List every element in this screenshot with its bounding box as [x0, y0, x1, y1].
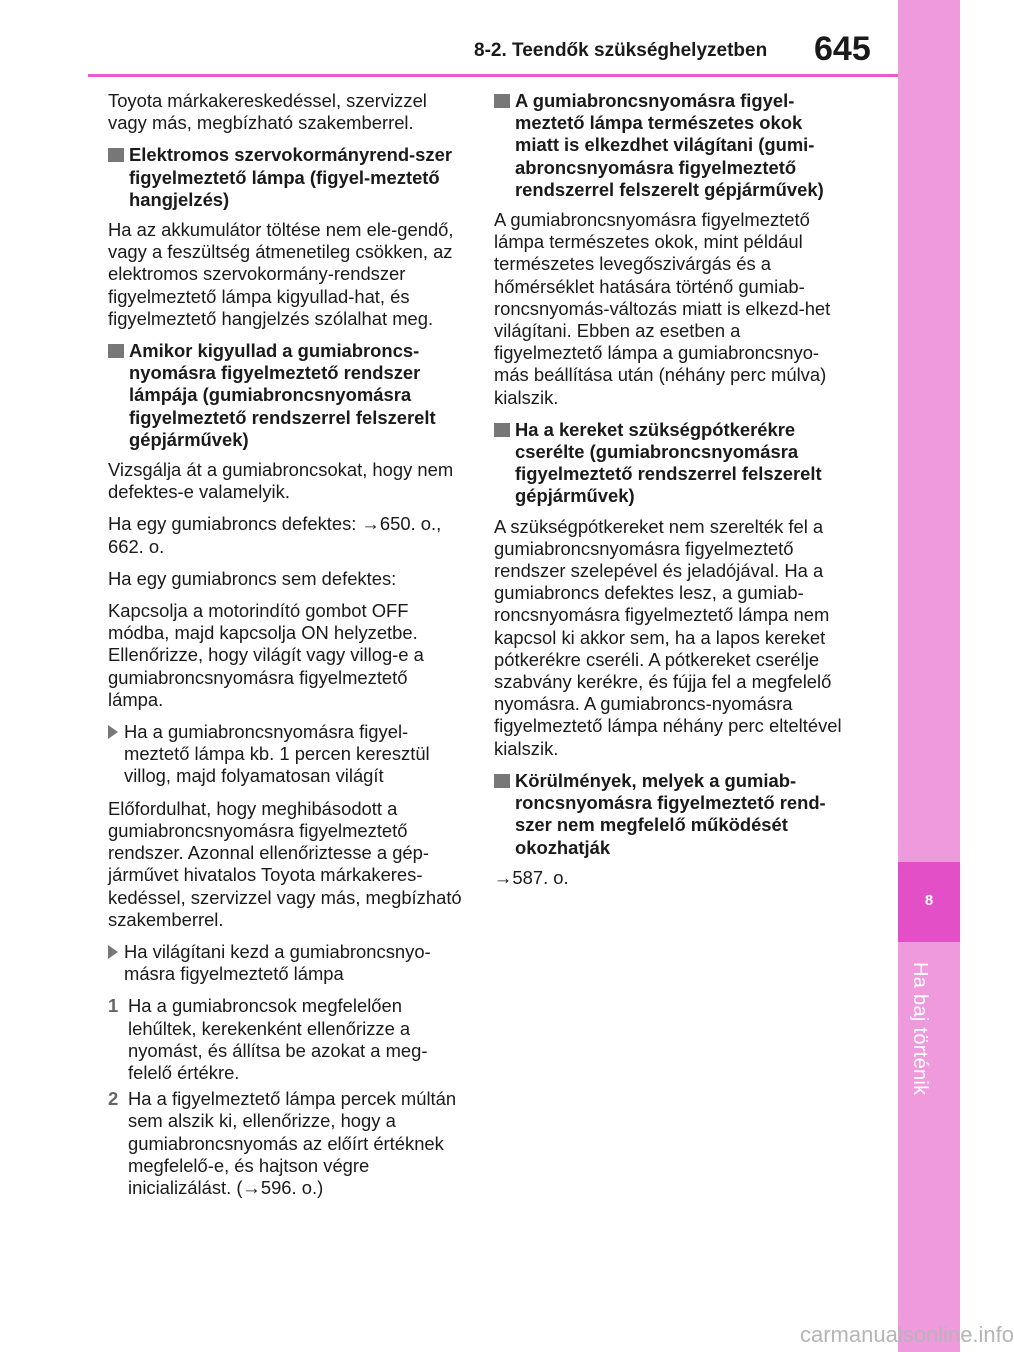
sub-heading: [108, 941, 464, 985]
sub-heading: [108, 721, 464, 788]
section-heading-text: A gumiabroncsnyomásra figyel-meztető lámpa természetes okok miatt is elkezdhet világítani (gumi-abroncsnyomásra figyelmeztető rendszerrel felszerelt gépjárművek): [515, 90, 824, 200]
paragraph: Ha az akkumulátor töltése nem ele-gendő, vagy a feszültség átmenetileg csökken, az elektromos szervokormány-rendszer figyelmeztető lámpa kigyullad-hat, és figyelmeztető hangjelzés szólalhat meg.: [108, 219, 454, 329]
sub-heading-text: Ha világítani kezd a gumiabroncsnyo-másra figyelmeztető lámpa: [124, 940, 431, 985]
page-number: 645: [814, 30, 871, 68]
step-text: Ha a gumiabroncsok megfelelően lehűltek, kerekenként ellenőrizze a nyomást, és állítsa be azokat a meg-felelő értékre.: [128, 995, 428, 1083]
paragraph: Vizsgálja át a gumiabroncsokat, hogy nem defektes-e valamelyik.: [108, 459, 454, 503]
numbered-step: [108, 1088, 464, 1199]
square-bullet-icon: [494, 774, 510, 788]
numbered-step: [108, 995, 464, 1084]
section-heading-text: Körülmények, melyek a gumiab-roncsnyomásra figyelmeztető rend-szer nem megfelelő működését okozhatják: [515, 769, 826, 858]
chapter-label: Ha baj történik: [909, 962, 931, 1096]
chapter-side-tab: [898, 0, 960, 1352]
paragraph: Ha egy gumiabroncs sem defektes:: [108, 567, 397, 589]
header-divider: [88, 74, 898, 77]
page-reference: →587. o.: [494, 866, 569, 888]
step-number: 2: [108, 1088, 119, 1110]
watermark-text: carmanualsonline.info: [800, 1322, 1014, 1347]
square-bullet-icon: [494, 423, 510, 437]
left-column: [108, 90, 464, 1203]
sub-heading-text: Ha a gumiabroncsnyomásra figyel-meztető lámpa kb. 1 percen keresztül villog, majd folyamatosan világít: [124, 721, 430, 787]
step-text: Ha a figyelmeztető lámpa percek múltán sem alszik ki, ellenőrizze, hogy a gumiabroncsnyomás az előírt értéknek megfelelő-e, és hajtson végre inicializálást. (→596. o.): [128, 1088, 457, 1198]
intro-paragraph: Toyota márkakereskedéssel, szervizzel vagy más, megbízható szakemberrel.: [108, 90, 427, 134]
triangle-bullet-icon: [108, 725, 118, 739]
section-heading: [494, 90, 850, 201]
triangle-bullet-icon: [108, 945, 118, 959]
page-header: [0, 0, 960, 78]
chapter-number-box: [898, 862, 960, 942]
section-heading-text: Amikor kigyullad a gumiabroncs-nyomásra figyelmeztető rendszer lámpája (gumiabroncsnyomásra figyelmeztető rendszerrel felszerelt gépjárművek): [129, 340, 436, 450]
paragraph: A szükségpótkereket nem szerelték fel a gumiabroncsnyomásra figyelmeztető rendszer szelepével és jeladójával. Ha a gumiabroncs defektes lesz, a gumiab-roncsnyomásra figyelmeztető lámpa nem kapcsol ki akkor sem, ha a lapos kereket pótkerékre cseréli. A pótkereket cserélje szabvány kerékre, és fújja fel a megfelelő nyomásra. A gumiabroncs-nyomásra figyelmeztető lámpa néhány perc elteltével kialszik.: [494, 515, 842, 759]
step-number: 1: [108, 995, 119, 1017]
section-heading: [494, 770, 850, 859]
square-bullet-icon: [108, 344, 124, 358]
chapter-number: 8: [924, 892, 934, 909]
paragraph: Ha egy gumiabroncs defektes: →650. o., 662. o.: [108, 513, 442, 557]
section-heading: [108, 144, 464, 211]
section-heading: [494, 419, 850, 508]
section-heading: [108, 340, 464, 451]
right-column: [494, 90, 850, 899]
section-heading-text: Elektromos szervokormányrend-szer figyelmeztető lámpa (figyel-meztető hangjelzés): [129, 144, 452, 210]
paragraph: Kapcsolja a motorindító gombot OFF módba, majd kapcsolja ON helyzetbe. Ellenőrizze, hogy világít vagy villog-e a gumiabroncsnyomásra figyelmeztető lámpa.: [108, 600, 424, 710]
section-title: 8-2. Teendők szükséghelyzetben: [474, 40, 768, 61]
square-bullet-icon: [108, 148, 124, 162]
section-heading-text: Ha a kereket szükségpótkerékre cserélte (gumiabroncsnyomásra figyelmeztető rendszerrel felszerelt gépjárművek): [515, 418, 822, 507]
paragraph: A gumiabroncsnyomásra figyelmeztető lámpa természetes okok, mint például természetes levegőszivárgás és a hőmérséklet hatására történő gumiab-roncsnyomás-változás miatt is elkezd-het világítani. Ebben az esetben a figyelmeztető lámpa a gumiabroncsnyo-más beállítása után (néhány perc múlva) kialszik.: [494, 209, 831, 408]
paragraph: Előfordulhat, hogy meghibásodott a gumiabroncsnyomásra figyelmeztető rendszer. Azonnal ellenőriztesse a gép-járművet hivatalos Toyota márkakeres-kedéssel, szervizzel vagy más, megbízható szakemberrel.: [108, 797, 462, 930]
square-bullet-icon: [494, 94, 510, 108]
